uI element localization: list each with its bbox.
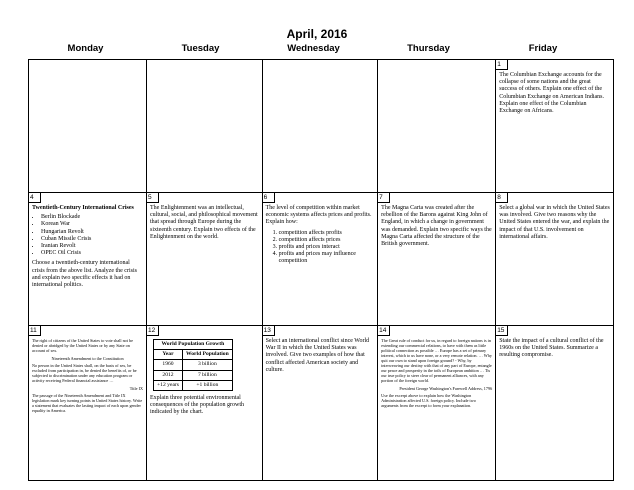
calendar-cell-empty [263,60,379,193]
table-row [154,380,233,390]
quote-source: Title IX [129,385,144,391]
calendar-title: April, 2016 [286,27,348,41]
calendar-cell-day-7 [378,193,496,326]
day-number: 11 [29,326,41,336]
list-item: 4. profits and prices may influence competition [279,251,375,265]
day-number: 12 [147,326,159,336]
prompt-text: Use the excerpt above to explain how the Washington Administration affected U.S. foreign policy. Include two arguments from the excerpt to form your explanation. [381,393,476,408]
day-number: 15 [496,326,508,336]
list-item: • Korean War [41,221,143,228]
day-number: 5 [147,193,159,203]
prompt-text: Explain three potential environmental consequences of the population growth indicated by the chart. [150,395,244,416]
day-number: 4 [29,193,41,203]
prompt-text: The level of competition within market economic systems affects prices and profits. Explain how: [265,205,372,226]
table-row [154,360,233,370]
quote-text: The Great rule of conduct for us, in regard to foreign nations is in extending our commercial relations, to have with them as little political connection as possible … Europe has a set of primary interest, which to us have none, or a very remote relation. … Why quit our own to stand upon foreign ground? - Why, by interweaving our destiny with that of any part of Europe, entangle our peace and prosperity in the toils of European ambition … Tis our true policy to steer clear of permanent alliances, with any portion of the foreign world. [381,338,492,383]
calendar-cell-day-5 [147,193,263,326]
list-item: 1. competition affects profits [279,230,375,237]
day-number: 8 [496,193,508,203]
table-cell: 3 billion [182,360,232,370]
day-header-wednesday: Wednesday [287,43,340,54]
day-header-thursday: Thursday [407,43,450,54]
calendar-cell-day-8 [496,193,613,326]
column-header: Year [154,350,183,360]
population-table [153,339,233,391]
list-item: 2. competition affects prices [279,237,375,244]
list-item: 3. profits and prices interact [279,244,375,251]
prompt-text: State the impact of a cultural conflict of the 1960s on the United States. Summarize a resulting compromise. [499,338,604,359]
quote-source: Nineteenth Amendment to the Constitution [51,355,124,361]
prompt-text: The passage of the Nineteenth Amendment and Title IX legislation mark key turning points in United States history. Write a statement that evaluates the lasting impact of each upon gender equality in America. [32,393,143,413]
calendar-cell-day-6 [263,193,379,326]
list-item: • OPEC Oil Crisis [41,250,143,257]
prompt-text: The Magna Carta was created after the rebellion of the Barons against King John of England, in which a change in government was demanded. Explain two specific ways the Magna Carta affected the structure of the British government. [381,205,492,248]
calendar-grid [28,59,614,481]
day-header-friday: Friday [528,43,558,54]
prompt-text: The Columbian Exchange accounts for the collapse of some nations and the great success of others. Explain one effect of the Columbian Exchange on American Indians. Explain one effect of the Columbian Exchange on Africans. [499,72,604,115]
calendar-cell-day-14 [378,326,496,480]
list-item: • Hungarian Revolt [41,229,143,236]
prompt-text: The Enlightenment was an intellectual, cultural, social, and philosophical movement that spread through Europe during the sixteenth century. Explain two effects of the Enlightenment on the world. [150,205,258,240]
competition-list [266,230,375,266]
prompt-text: Select an international conflict since World War II in which the United States was involved. Give two examples of how that conflict affected American society and culture. [265,338,370,373]
calendar-cell-empty [378,60,496,193]
list-item: • Berlin Blockade [41,214,143,221]
prompt-text: Choose a twentieth-century international crisis from the above list. Analyze the crisis and explain two specific effects it had on international politics. [32,260,137,289]
table-cell: 1960 [154,360,183,370]
table-row [154,370,233,380]
day-number: 7 [378,193,390,203]
day-header-tuesday: Tuesday [181,43,220,54]
table-title: World Population Growth [154,340,233,350]
list-item: • Iranian Revolt [41,243,143,250]
calendar-cell-day-12 [147,326,263,480]
day-number: 14 [378,326,390,336]
calendar-cell-day-4 [29,193,147,326]
day-number: 1 [496,60,508,70]
calendar-cell-day-1 [496,60,613,193]
column-header: World Population [182,350,232,360]
calendar-cell-day-11 [29,326,147,480]
table-cell: +12 years [154,380,183,390]
prompt-text: Select a global war in which the United States was involved. Give two reasons why the United States entered the war, and explain the impact of that U.S. involvement on international affairs. [499,205,610,240]
calendar-cell-empty [29,60,147,193]
calendar-cell-empty [147,60,263,193]
day-number: 6 [263,193,275,203]
calendar-cell-day-13 [263,326,379,480]
table-cell: 2012 [154,370,183,380]
day-header-monday: Monday [67,43,104,54]
table-cell: +1 billion [182,380,232,390]
crises-list [32,214,143,257]
quote-text: No person in the United States shall, on the basis of sex, be excluded from participation in, be denied the benefits of, or be subjected to discrimination under any education program or activity receiving Federal financial assistance … [32,363,137,383]
calendar-cell-day-15 [496,326,613,480]
list-item: • Cuban Missile Crisis [41,236,143,243]
quote-source: President George Washington's Farewell Address, 1796 [399,385,493,391]
day-number: 13 [263,326,275,336]
table-cell: 7 billion [182,370,232,380]
crises-heading: Twentieth-Century International Crises [32,205,134,211]
quote-text: The right of citizens of the United States to vote shall not be denied or abridged by the United States or by any State on account of sex. [32,338,133,353]
